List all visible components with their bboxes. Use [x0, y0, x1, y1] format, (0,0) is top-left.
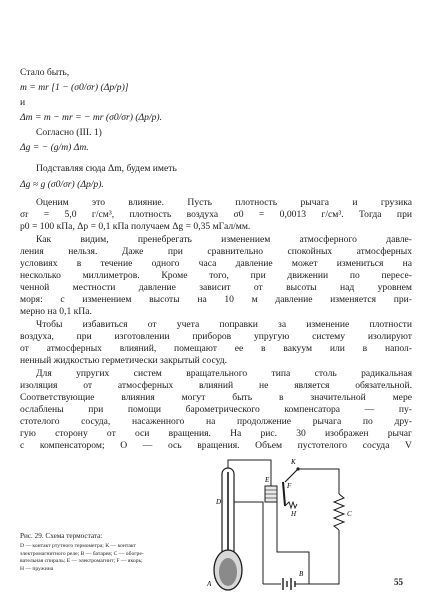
text-line: воздуха, при изготовлении приборов упругую систему изолируют — [20, 331, 412, 342]
battery-b — [263, 570, 301, 590]
formula-line: Δg = − (g/m) Δm. — [20, 142, 89, 153]
label-k: K — [291, 458, 296, 466]
text-line: условиях в течение одного часа давление может измениться на — [20, 258, 412, 269]
spring-h — [285, 502, 297, 508]
text-line: Стало быть, — [20, 67, 70, 78]
text-line: Подставляя сюда Δm, будем иметь — [36, 163, 177, 174]
legend-line: H — пружина — [20, 565, 54, 572]
legend-line: D — контакт ртутного термометра; K — контакт — [20, 543, 136, 549]
text-line: ослаблены при помощи барометрического компенсатора — пу- — [20, 404, 412, 415]
label-b: B — [299, 570, 304, 578]
armature-f — [283, 482, 285, 506]
formula-line: m = mr [1 − (σ0/σr) (Δp/p)] — [20, 82, 129, 93]
text-line: p0 = 100 кПа, Δp = 0,1 кПа получаем Δg = 0,35 мГал/мм. — [20, 221, 251, 232]
text-line: гую сторону от оси вращения. На рис. 30 изображен рычаг — [20, 428, 412, 439]
text-line: несколько миллиметров. Кроме того, при движении по пересе- — [20, 270, 412, 281]
text-line: от атмосферных влияний, помещают ее в вакуум или в напол- — [20, 343, 412, 354]
label-h: H — [291, 510, 297, 518]
legend-line: электромагнитного реле; B — батарея; C — обогре- — [20, 550, 144, 557]
formula-line: Δm = m − mr = − mr (σ0/σr) (Δp/p). — [20, 112, 163, 123]
page-number: 55 — [394, 577, 403, 587]
figure-caption: Рис. 29. Схема термостата: — [20, 532, 103, 540]
text-line: σr = 5,0 г/см³, плотность воздуха σ0 = 0,0013 г/см³. Тогда при — [20, 209, 412, 220]
text-line: Соответствующие влияния могут быть в значительной мере — [20, 392, 412, 403]
label-a: A — [207, 580, 212, 588]
text-line: Согласно (III. 1) — [36, 127, 102, 138]
text-line: ченной местности давление зависит от высоты над уровнем — [20, 282, 412, 293]
label-e: E — [265, 476, 270, 484]
text-line: и — [20, 97, 26, 108]
text-line: стотелого сосуда, насаженного на продолжение рычага по дру- — [20, 416, 412, 427]
text-line: моря: с изменением высоты на 10 м давление изменяется при- — [20, 294, 412, 305]
text-line: изоляция от атмосферных влияний не является обязательной. — [20, 380, 412, 391]
heater-coil-c — [334, 494, 344, 530]
legend-line: вательная спираль; E — электромагнит; F — якорь; — [20, 558, 143, 564]
label-c: C — [347, 510, 352, 518]
text-line: Как видим, пренебрегать изменением атмосферного давле- — [36, 234, 412, 245]
label-f: F — [287, 482, 292, 490]
text-line: Оценим это влияние. Пусть плотность рычага и грузика — [36, 197, 412, 208]
text-line: Для упругих систем вращательного типа столь радикальная — [36, 368, 412, 379]
text-line: ненный жидкостью герметически закрытый сосуд. — [20, 355, 228, 366]
text-line: Чтобы избавиться от учета поправки за изменение плотности — [36, 319, 412, 330]
text-line: с компенсатором; O — ось вращения. Объем пустотелого сосуда V — [20, 440, 412, 451]
text-line: мерно на 0,1 кПа. — [20, 306, 92, 317]
text-line: ления нельзя. Даже при сравнительно спокойных атмосферных — [20, 246, 412, 257]
label-d: D — [216, 498, 222, 506]
relay-contact-k — [285, 470, 297, 482]
thermostat-diagram — [205, 452, 365, 592]
formula-line: Δg ≈ g (σ0/σr) (Δp/p). — [20, 179, 104, 190]
